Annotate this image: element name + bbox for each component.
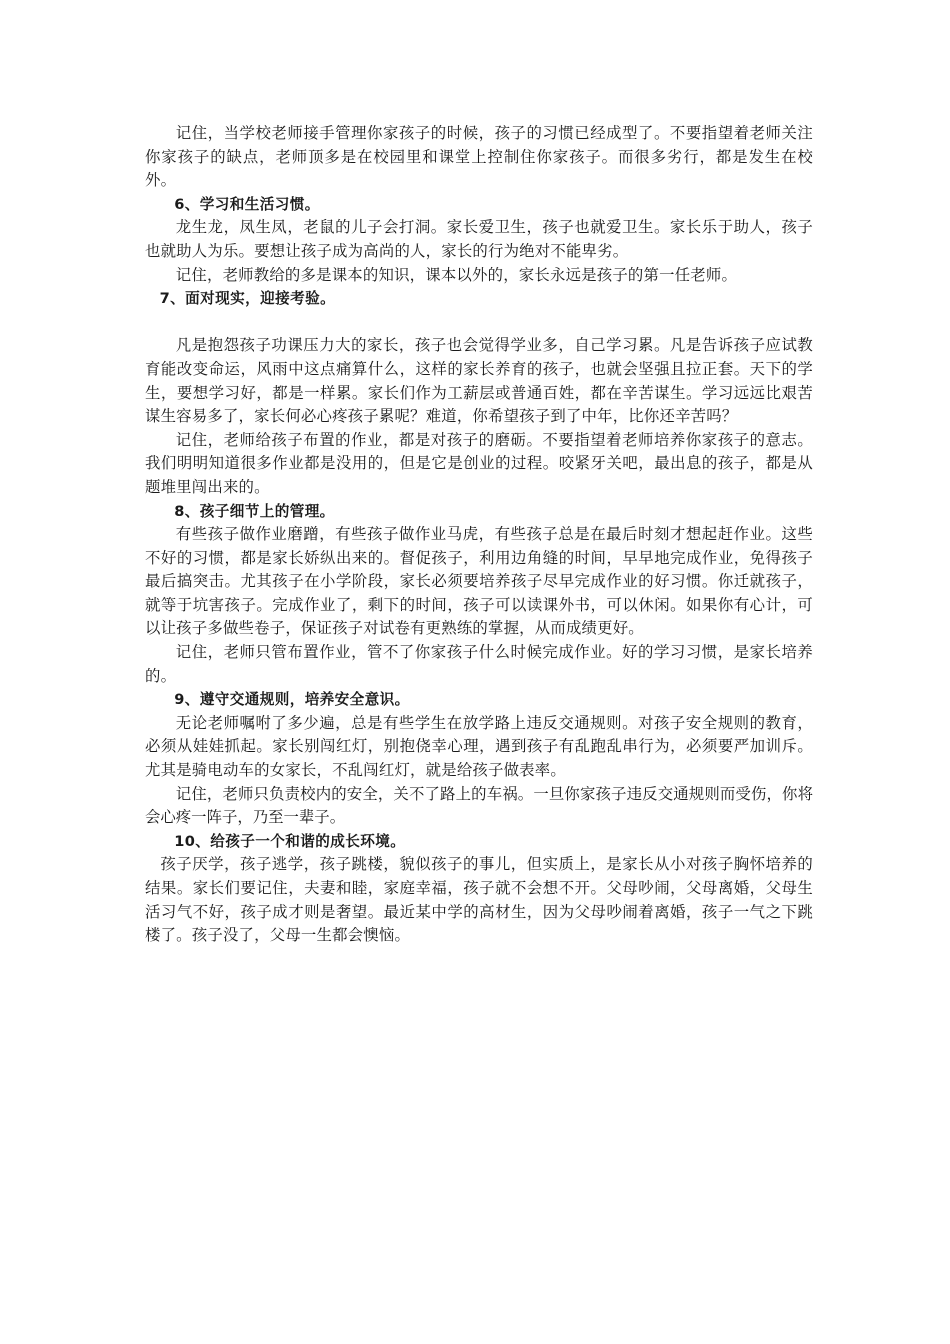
paragraph-study-pressure: 凡是抱怨孩子功课压力大的家长，孩子也会觉得学业多，自己学习累。凡是告诉孩子应试教育能改变命运，风雨中这点痛算什么，这样的家长养育的孩子，也就会坚强且拉正套。天下的学生，要想学习好，都是一样累。家长们作为工薪层或普通百姓，都在辛苦谋生。学习远远比艰苦谋生容易多了，家长何必心疼孩子累呢？难道，你希望孩子到了中年，比你还辛苦吗？ bbox=[145, 336, 813, 426]
paragraph-first-teacher: 记住，老师教给的多是课本的知识，课本以外的，家长永远是孩子的第一任老师。 bbox=[175, 265, 738, 284]
heading-9: 9、遵守交通规则，培养安全意识。 bbox=[174, 691, 410, 709]
heading-6: 6、学习和生活习惯。 bbox=[174, 195, 320, 213]
paragraph-road-safety: 记住，老师只负责校内的安全，关不了路上的车祸。一旦你家孩子违反交通规则而受伤，你将会心疼一阵子，乃至一辈子。 bbox=[145, 784, 813, 827]
paragraph-homework-details: 有些孩子做作业磨蹭，有些孩子做作业马虎，有些孩子总是在最后时刻才想起赶作业。这些不好的习惯，都是家长娇纵出来的。督促孩子，利用边角缝的时间，早早地完成作业，免得孩子最后搞突击。尤其孩子在小学阶段，家长必须要培养孩子尽早完成作业的好习惯。你迁就孩子，就等于坑害孩子。完成作业了，剩下的时间，孩子可以读课外书，可以休闲。如果你有心计，可以让孩子多做些卷子，保证孩子对试卷有更熟练的掌握，从而成绩更好。 bbox=[145, 525, 813, 638]
paragraph-like-father-like-son: 龙生龙，凤生凤，老鼠的儿子会打洞。家长爱卫生，孩子也就爱卫生。家长乐于助人，孩子也就助人为乐。要想让孩子成为高尚的人，家长的行为绝对不能卑劣。 bbox=[145, 218, 813, 260]
heading-7: 7、面对现实，迎接考验。 bbox=[159, 290, 336, 308]
document-page bbox=[145, 122, 813, 948]
paragraph-traffic-rules: 无论老师嘱咐了多少遍，总是有些学生在放学路上违反交通规则。对孩子安全规则的教育，必须从娃娃抓起。家长别闯红灯，别抱侥幸心理，遇到孩子有乱跑乱串行为，必须要严加训斥。尤其是骑电动车的女家长，不乱闯红灯，就是给孩子做表率。 bbox=[145, 713, 813, 780]
paragraph-school-habits: 记住，当学校老师接手管理你家孩子的时候，孩子的习惯已经成型了。不要指望着老师关注你家孩子的缺点，老师顶多是在校园里和课堂上控制住你家孩子。而很多劣行，都是发生在校外。 bbox=[145, 124, 813, 190]
heading-8: 8、孩子细节上的管理。 bbox=[174, 502, 335, 520]
heading-10: 10、给孩子一个和谐的成长环境。 bbox=[174, 832, 406, 850]
paragraph-harmonious-family: 孩子厌学，孩子逃学，孩子跳楼，貌似孩子的事儿，但实质上，是家长从小对孩子胸怀培养的结果。家长们要记住，夫妻和睦，家庭幸福，孩子就不会想不开。父母吵闹，父母离婚，父母生活习气不好，孩子成才则是奢望。最近某中学的高材生，因为父母吵闹着离婚，孩子一气之下跳楼了。孩子没了，父母一生都会懊恼。 bbox=[145, 855, 813, 945]
paragraph-study-habits: 记住，老师只管布置作业，管不了你家孩子什么时候完成作业。好的学习习惯，是家长培养的。 bbox=[145, 643, 813, 685]
paragraph-homework-tempering: 记住，老师给孩子布置的作业，都是对孩子的磨砺。不要指望着老师培养你家孩子的意志。我们明明知道很多作业都是没用的，但是它是创业的过程。咬紧牙关吧，最出息的孩子，都是从题堆里闯出来的。 bbox=[145, 430, 813, 496]
